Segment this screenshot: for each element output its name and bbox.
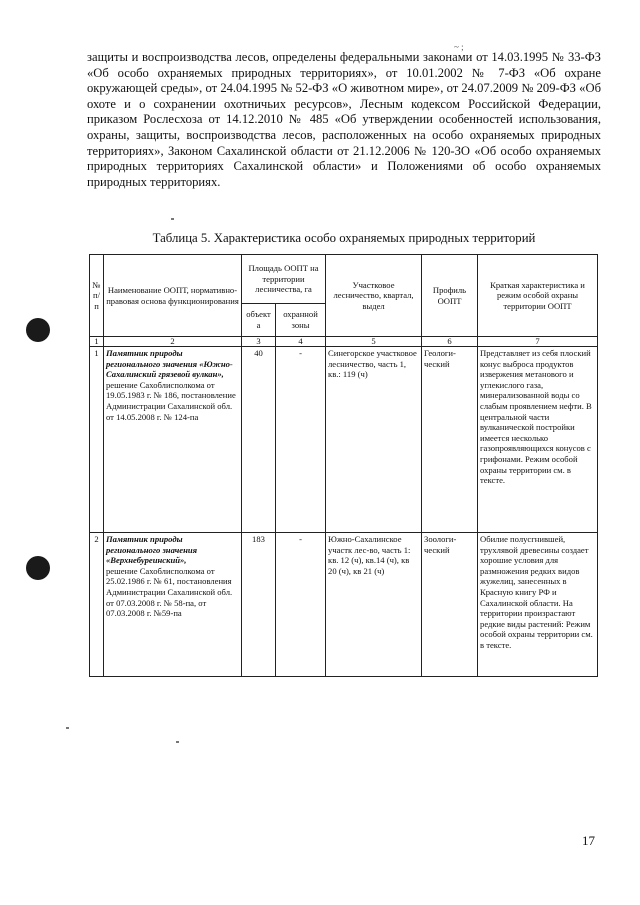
column-number: 1 — [90, 337, 104, 347]
scan-speck — [66, 727, 69, 729]
row-profile: Зоологи-ческий — [422, 533, 478, 677]
table-row — [90, 533, 598, 677]
column-number: 5 — [326, 337, 422, 347]
row-area-zone: - — [276, 347, 326, 533]
column-number-row — [90, 337, 598, 347]
header-description: Краткая характеристика и режим особой охраны территории ООПТ — [478, 255, 598, 337]
row-area-object: 40 — [242, 347, 276, 533]
row-name-title: Памятник природы регионального значения «Верхнебуреинский», — [106, 534, 198, 566]
column-number: 7 — [478, 337, 598, 347]
header-name: Наименование ООПТ, нормативно-правовая основа функционирования — [104, 255, 242, 337]
scan-speck — [171, 218, 174, 220]
row-area-object: 183 — [242, 533, 276, 677]
row-num: 1 — [90, 347, 104, 533]
row-area-zone: - — [276, 533, 326, 677]
column-number: 4 — [276, 337, 326, 347]
row-location: Южно-Сахалинское участк лес-во, часть 1: кв. 12 (ч), кв.14 (ч), кв 20 (ч), кв 21 (ч) — [326, 533, 422, 677]
page-number: 17 — [582, 833, 595, 848]
column-number: 2 — [104, 337, 242, 347]
header-location: Участковое лесничество, квартал, выдел — [326, 255, 422, 337]
column-number: 6 — [422, 337, 478, 347]
protected-areas-table — [89, 254, 598, 677]
row-description: Обилие полусгнившей, трухлявой древесины создает хорошие условия для размножения редких видов жужелиц, занесенных в Красную книгу РФ и Сахалинской области. На территории произрастают редкие виды растений: Режим особой охраны территории см. в тексте. — [478, 533, 598, 677]
row-num: 2 — [90, 533, 104, 677]
column-number: 3 — [242, 337, 276, 347]
header-profile: Профиль ООПТ — [422, 255, 478, 337]
row-name-basis: решение Сахоблисполкома от 19.05.1983 г. № 186, постановление Администрации Сахалинской обл. от 14.05.2008 г. № 124-па — [106, 379, 236, 422]
binder-hole — [26, 318, 50, 342]
header-num: № п/ п — [90, 255, 104, 337]
scan-mark: ~ ; — [454, 42, 464, 52]
header-area-zone: охранной зоны — [276, 304, 326, 337]
row-profile: Геологи-ческий — [422, 347, 478, 533]
row-name — [104, 533, 242, 677]
row-name — [104, 347, 242, 533]
header-area: Площадь ООПТ на территории лесничества, га — [242, 255, 326, 304]
scan-speck — [176, 741, 179, 743]
row-location: Синегорское участковое лесничество, часть 1, кв.: 119 (ч) — [326, 347, 422, 533]
row-description: Представляет из себя плоский конус выброса продуктов извержения метанового и углекислого газа, минерализованной воды со слабым проявлением нефти. В центральной части вулканической постройки имеется несколько газопроявляющихся конусов с грифонами. Режим особой охраны территории см. в тексте. — [478, 347, 598, 533]
table-row — [90, 347, 598, 533]
header-area-object: объект а — [242, 304, 276, 337]
intro-paragraph: защиты и воспроизводства лесов, определены федеральными законами от 14.03.1995 № 33-ФЗ «Об особо охраняемых природных территориях», от 10.01.2002 № 7-ФЗ «Об охране окружающей среды», от 24.04.1995 № 52-ФЗ «О животном мире», от 24.07.2009 № 209-ФЗ «Об охоте и о сохранении охотничьих ресурсов», Лесным кодексом Российской Федерации, приказом Рослесхоза от 14.12.2010 № 485 «Об утверждении особенностей использования, охраны, защиты, воспроизводства лесов, расположенных на особо охраняемых природных территориях», Законом Сахалинской области от 21.12.2006 № 120-ЗО «Об особо охраняемых природных территориях Сахалинской области» и Положениями об особо охраняемых природных территориях. — [87, 50, 601, 189]
table-caption: Таблица 5. Характеристика особо охраняемых природных территорий — [152, 231, 536, 245]
binder-hole — [26, 556, 50, 580]
row-name-title: Памятник природы регионального значения «Южно-Сахалинский грязевой вулкан», — [106, 348, 233, 380]
row-name-basis: решение Сахоблисполкома от 25.02.1986 г. № 61, постановления Администрации Сахалинской обл. от 07.03.2008 г. № 58-па, от 07.03.2008 г. №59-па — [106, 565, 233, 619]
